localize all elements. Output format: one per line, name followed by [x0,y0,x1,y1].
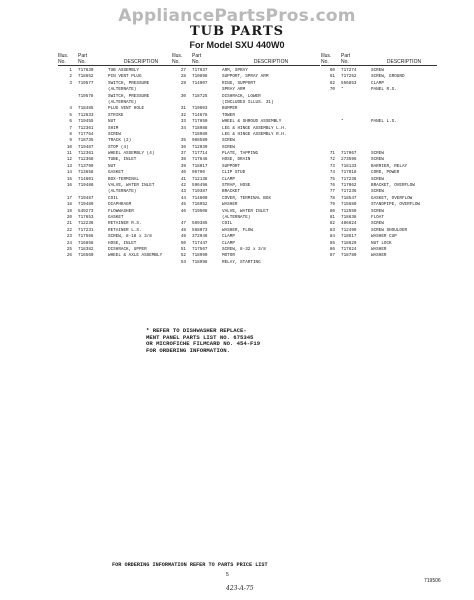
illus-number: 8 [69,131,72,137]
part-number: 718998 [192,259,208,265]
part-description: BRACKET, OVERFLOW [371,183,415,189]
part-number: 718485 [78,106,94,112]
part-description: RING, SUPPORT [222,80,256,86]
part-description: FLOWWASHER [108,208,134,214]
part-number: 716560 [78,253,94,259]
illus-number: 16 [66,183,72,189]
column-header [58,52,174,65]
illus-number: 38 [180,157,186,163]
illus-number: 45 [180,202,186,208]
part-description: GASKET [108,170,124,176]
part-description: SCREW [222,144,235,150]
part-description: SCREW [371,151,384,157]
part-description: PLUG VENT HOLE [108,106,145,112]
ordering-footer: FOR ORDERING INFORMATION REFER TO PARTS PRICE LIST [112,562,268,568]
part-number: 712138 [192,176,208,182]
part-description: (ALTERNATE) [222,214,251,220]
part-description: MOTOR [222,253,235,259]
column-header [172,52,320,65]
part-description: COIL [222,221,233,227]
panel-reference-note [146,328,356,354]
part-description: SHIM [108,125,119,131]
parts-column-2 [172,52,320,266]
part-number: 486624 [341,221,357,227]
part-number: 717653 [78,214,94,220]
illus-number: 19 [66,208,72,214]
illus-number: 36 [180,144,186,150]
part-description: ARM, SPRAY [222,68,248,73]
part-number: 718133 [341,163,357,169]
part-number: 718638 [341,214,357,220]
part-number: 712368 [78,157,94,163]
part-description: CLAMP [222,240,235,246]
part-number: 718735 [78,138,94,144]
description-label: DESCRIPTION [253,59,289,65]
part-number: 719578 [78,93,94,99]
illus-number: 3 [69,80,72,86]
header-rule [172,65,320,66]
part-description: TOWER [222,112,235,118]
part-description: NUT LOCK [371,240,392,246]
part-description: (INCLUDES ILLUS. 31) [222,99,274,105]
part-row [321,253,437,259]
part-number: 716952 [192,202,208,208]
part-description: SPRAY ARM [222,87,246,93]
illus-number: 20 [66,214,72,220]
part-label: Part [78,53,88,59]
part-description: RELAY, STARTING [222,259,261,265]
part-description: BUMPER [222,106,238,112]
part-number: 719486 [78,183,94,189]
part-number: 549273 [78,208,94,214]
illus-label: Illus. [321,53,332,59]
illus-number: 75 [329,176,335,182]
illus-no-label: No. [58,59,66,65]
part-number: 714907 [192,80,208,86]
illus-number: 21 [66,221,72,227]
part-number: 717714 [192,151,208,157]
part-number: 714601 [78,176,94,182]
part-number: 717067 [341,151,357,157]
part-description: SCREW SHOULDER [371,227,408,233]
part-number: * [341,119,344,125]
part-description: NUT [108,119,116,125]
part-description: STOP (4) [108,144,129,150]
illus-number: 33 [180,119,186,125]
part-description: WHEEL & AXLE ASSEMBLY [108,253,163,259]
handwritten-note: 423-A-75 [226,585,254,592]
part-description: TUBE, INLET [108,157,137,163]
illus-number: 28 [180,74,186,80]
part-description: VALVE, WATER INLET [108,183,155,189]
part-number: 712633 [78,112,94,118]
part-description: CLAMP [371,80,384,86]
illus-number: 22 [66,227,72,233]
illus-number: 46 [180,208,186,214]
illus-number: 81 [329,214,335,220]
part-description: BRACKET [222,189,241,195]
part-number: 717764 [78,131,94,137]
part-number: 717236 [341,176,357,182]
illus-number: 1 [69,68,72,73]
illus-label: Illus. [172,53,183,59]
part-description: WASHER, FLOW [222,227,253,233]
part-label: Part [341,53,351,59]
part-number: 717567 [192,246,208,252]
part-description: BOX-TERMINAL [108,176,139,182]
part-row [172,260,320,266]
part-number: 968580 [192,138,208,144]
part-description: TUB ASSEMBLY [108,68,139,73]
part-description: SCREW [222,138,235,144]
illus-number: 82 [329,221,335,227]
illus-number: 72 [329,157,335,163]
illus-number: 13 [66,163,72,169]
part-description: WASHER [371,253,387,259]
part-number: 719455 [78,119,94,125]
illus-label: Illus. [58,53,69,59]
illus-number: 37 [180,151,186,157]
part-description: NUT [108,163,116,169]
part-description: GASKET [108,214,124,220]
part-description: PIN VENT PLUG [108,74,142,80]
part-description: SCREW, GROUND [371,74,405,80]
part-description: WASHER [222,202,238,208]
parts-column-1 [58,52,174,260]
illus-number: 32 [180,112,186,118]
illus-number: 24 [66,240,72,246]
part-number: 714678 [192,112,208,118]
page-subtitle: For Model SXU 440W0 [189,40,285,50]
illus-number: 87 [329,253,335,259]
part-number: 716858 [78,240,94,246]
part-number: 719508 [192,208,208,214]
part-number: 717274 [341,68,357,73]
illus-number: 50 [180,240,186,246]
part-description: CORD, POWER [371,170,400,176]
part-number: * [341,87,344,93]
illus-number: 60 [329,68,335,73]
part-description: RETAINER R.S. [108,221,142,227]
parts-rows [172,68,320,266]
part-description: COIL [108,195,119,201]
part-description: (ALTERNATE) [108,99,137,105]
illus-no-label: No. [321,59,329,65]
part-number: 372946 [192,234,208,240]
illus-number: 52 [180,253,186,259]
illus-number: 5 [69,112,72,118]
part-number: 718725 [192,93,208,99]
illus-number: 49 [180,234,186,240]
part-number: 719487 [78,144,94,150]
part-no-label: No. [341,59,349,65]
part-label: Part [192,53,202,59]
illus-number: 73 [329,163,335,169]
illus-number: 84 [329,234,335,240]
part-number: 718989 [192,131,208,137]
part-number: 719489 [78,202,94,208]
part-number: 717566 [78,234,94,240]
part-number: 719487 [78,195,94,201]
part-description: SCREW [371,157,384,163]
illus-number: 83 [329,227,335,233]
column-header [321,52,437,65]
part-number: 717018 [341,170,357,176]
illus-number: 53 [180,259,186,265]
illus-number: 42 [180,183,186,189]
page-title: TUB PARTS [189,24,285,39]
part-row [58,253,174,259]
illus-number: 80 [329,208,335,214]
part-number: 712499 [341,227,357,233]
part-number: 712550 [341,208,357,214]
part-description: CLIP STUD [222,170,246,176]
catalog-number: 719506 [424,578,441,584]
note-line: * REFER TO DISHWASHER REPLACE- [146,327,247,334]
illus-number: 2 [69,74,72,80]
parts-rows [58,68,174,260]
part-description: STRAP, HOSE [222,183,251,189]
illus-number: 17 [66,195,72,201]
part-number: 718780 [341,253,357,259]
part-description: (ALTERNATE) [108,189,137,195]
part-number: 717231 [78,227,94,233]
part-description: WASHER [371,246,387,252]
illus-number: 47 [180,221,186,227]
part-description: STANDPIPE, OVERFLOW [371,202,420,208]
watermark: AppliancePartsPros.com [118,6,356,26]
illus-number: 4 [69,106,72,112]
note-line: FOR ORDERING INFORMATION. [146,346,230,354]
illus-number: 27 [180,68,186,73]
part-number: 717630 [78,68,94,73]
illus-number: 15 [66,176,72,182]
part-description: SUPPORT [222,163,241,169]
illus-number: 10 [66,144,72,150]
illus-number: 41 [180,176,186,182]
part-number: 718988 [192,125,208,131]
part-description: SWITCH, PRESSURE [108,93,150,99]
parts-rows [321,68,437,260]
illus-number: 77 [329,189,335,195]
illus-number: 62 [329,80,335,86]
illus-number: 43 [180,189,186,195]
illus-number: 71 [329,151,335,157]
part-number: 718629 [341,240,357,246]
part-number: 718990 [192,253,208,259]
part-number: 596498 [192,183,208,189]
part-description: WHEEL ASSEMBLY (4) [108,151,155,157]
part-number: 717252 [341,74,357,80]
part-description: FLOAT [371,214,384,220]
illus-number: 29 [180,80,186,86]
part-number: 710898 [192,74,208,80]
illus-number: 30 [180,93,186,99]
illus-number: 11 [66,151,72,157]
illus-number: 7 [69,125,72,131]
part-description: PANEL R.S. [371,87,397,93]
part-number: 556853 [341,80,357,86]
illus-number: 31 [180,106,186,112]
part-description: PLATE, TAPPING [222,151,259,157]
part-number: 713799 [78,163,94,169]
part-number: 719603 [192,106,208,112]
part-description: LEG & HINGE ASSEMBLY R.H. [222,131,287,137]
part-number: 718652 [78,74,94,80]
part-description: VALVE, WATER INLET [222,208,269,214]
illus-number: 78 [329,195,335,201]
part-description: LEG & HINGE ASSEMBLY L.H. [222,125,287,131]
part-description: GASKET, OVERFLOW [371,195,413,201]
part-description: SCREW, 8-32 x 3/8 [222,246,266,252]
illus-number: 86 [329,246,335,252]
part-number: 713658 [78,170,94,176]
part-number: 719577 [78,80,94,86]
part-number: 717447 [192,240,208,246]
illus-number: 76 [329,183,335,189]
part-description: COVER, TERMINAL BOX [222,195,271,201]
part-description: SCREW [371,221,384,227]
illus-number: 18 [66,202,72,208]
part-description: CLAMP [222,176,235,182]
part-description: DIAPHRAGM [108,202,132,208]
illus-number: 51 [180,246,186,252]
illus-number: 35 [180,138,186,144]
part-description: SCREW [371,68,384,73]
illus-number: 79 [329,202,335,208]
part-description: CLAMP [222,234,235,240]
illus-number: 61 [329,74,335,80]
part-number: 712361 [78,151,94,157]
part-number: 96790 [192,170,205,176]
part-description: TRACK (2) [108,138,132,144]
part-number: 718617 [341,234,357,240]
illus-number: 9 [69,138,72,144]
part-number: 273596 [341,157,357,163]
part-number: 569385 [192,221,208,227]
part-description: DISHRACK, UPPER [108,246,147,252]
illus-number: 34 [180,125,186,131]
illus-number: 74 [329,170,335,176]
part-description: SCREW [108,131,121,137]
illus-number: 25 [66,246,72,252]
illus-number: 48 [180,227,186,233]
note-line: OR MICROFICHE FILMCARD NO. 454-F19 [146,340,261,348]
illus-number: 85 [329,240,335,246]
part-number: 717062 [341,183,357,189]
part-number: 715680 [341,202,357,208]
part-description: SUPPORT, SPRAY ARM [222,74,269,80]
part-description: HOSE, INLET [108,240,137,246]
header-rule [321,65,437,66]
part-description: BARRIER, RELAY [371,163,408,169]
note-line: MENT PANEL PARTS LIST NO. 675345 [146,333,254,341]
part-description: SCREW [371,176,384,182]
page-number: 5 [226,572,229,578]
part-number: 719387 [192,189,208,195]
part-number: 717650 [192,119,208,125]
illus-number: 40 [180,170,186,176]
illus-number: 44 [180,195,186,201]
part-number: 717637 [192,68,208,73]
illus-number: 6 [69,119,72,125]
description-label: DESCRIPTION [123,59,159,65]
part-number: 712236 [78,221,94,227]
part-description: HOSE, DRAIN [222,157,251,163]
part-number: 568073 [192,227,208,233]
part-number: 717646 [192,157,208,163]
part-no-label: No. [192,59,200,65]
illus-number: 70 [329,87,335,93]
part-description: WHEEL & SHROUD ASSEMBLY [222,119,282,125]
illus-number: 14 [66,170,72,176]
part-description: (ALTERNATE) [108,87,137,93]
illus-no-label: No. [172,59,180,65]
part-description: DISHRACK, LOWER [222,93,261,99]
parts-column-3 [321,52,437,260]
part-number: 712039 [192,144,208,150]
illus-number: 12 [66,157,72,163]
part-number: 714600 [192,195,208,201]
part-no-label: No. [78,59,86,65]
part-number: 717624 [341,246,357,252]
part-description: SCREW [371,208,384,214]
description-label: DESCRIPTION [386,59,422,65]
part-description: STRIKE [108,112,124,118]
illus-number: 26 [66,253,72,259]
part-description: SCREW, 8-18 x 3/8 [108,234,152,240]
illus-number: 23 [66,234,72,240]
part-number: 712361 [78,125,94,131]
part-number: 717236 [341,189,357,195]
illus-number: 39 [180,163,186,169]
part-description: WASHER CUP [371,234,397,240]
part-description: RETAINER L.S. [108,227,142,233]
part-description: SCREW [371,189,384,195]
part-number: 718017 [192,163,208,169]
part-description: PANEL L.S. [371,119,397,125]
part-number: 718547 [341,195,357,201]
part-number: 718382 [78,246,94,252]
header-rule [58,65,174,66]
part-description: SWITCH, PRESSURE [108,80,150,86]
